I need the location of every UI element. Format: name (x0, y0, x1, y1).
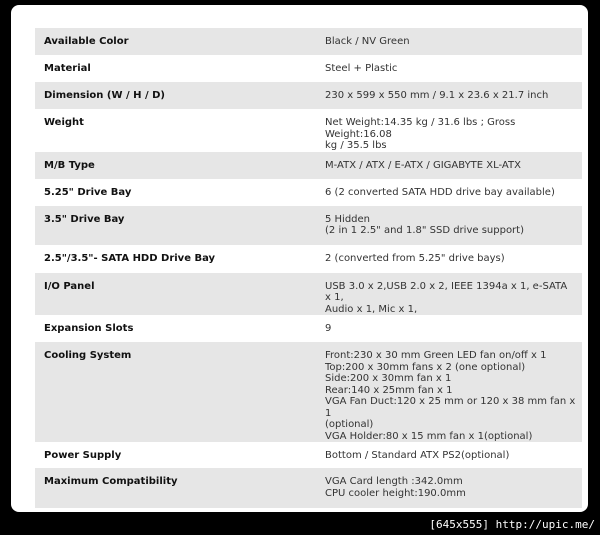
spec-value-line: (2 in 1 2.5" and 1.8" SSD drive support) (325, 225, 524, 236)
spec-value (325, 206, 582, 245)
spec-value (325, 152, 582, 179)
spec-value-line: Top:200 x 30mm fans x 2 (one optional) (325, 361, 526, 373)
spec-value (325, 82, 582, 109)
spec-row (35, 245, 582, 273)
spec-value-line: USB 3.0 x 2,USB 2.0 x 2, IEEE 1394a x 1, e-SATA x 1, (325, 280, 571, 303)
spec-label: Expansion Slots (35, 315, 325, 342)
spec-value (325, 342, 582, 442)
spec-label: Power Supply (35, 442, 325, 468)
spec-label: Cooling System (35, 342, 325, 442)
spec-label: Dimension (W / H / D) (35, 82, 325, 109)
spec-row (35, 315, 582, 342)
spec-row (35, 468, 582, 508)
spec-value-line: 5 Hidden (325, 213, 371, 225)
spec-value (325, 55, 582, 82)
spec-value (325, 315, 582, 342)
spec-value (325, 442, 582, 468)
spec-value-line: Front:230 x 30 mm Green LED fan on/off x 1 (325, 350, 547, 361)
specifications-table (35, 28, 582, 508)
spec-value-line: 9 (325, 323, 332, 334)
spec-value (325, 273, 582, 316)
spec-value-line: VGA Card length :342.0mm (325, 476, 463, 487)
spec-row (35, 55, 582, 82)
spec-value-line: 230 x 599 x 550 mm / 9.1 x 23.6 x 21.7 inch (325, 90, 549, 101)
spec-value-line: Steel + Plastic (325, 63, 398, 74)
spec-label: Maximum Compatibility (35, 468, 325, 508)
watermark-text: [645x555] http://upic.me/ (429, 518, 595, 531)
spec-value (325, 245, 582, 273)
spec-label: M/B Type (35, 152, 325, 179)
spec-value-line: Net Weight:14.35 kg / 31.6 lbs ; Gross Weight:16.08 (325, 117, 519, 140)
spec-value-line: Black / NV Green (325, 36, 410, 47)
spec-value-line: VGA Fan Duct:120 x 25 mm or 120 x 38 mm fan x 1 (325, 396, 579, 419)
spec-value (325, 179, 582, 206)
spec-label: 3.5" Drive Bay (35, 206, 325, 245)
spec-label: 5.25" Drive Bay (35, 179, 325, 206)
spec-row (35, 82, 582, 109)
spec-value (325, 28, 582, 55)
spec-row (35, 152, 582, 179)
spec-label: Weight (35, 109, 325, 152)
spec-value-line: (optional) (325, 419, 374, 430)
spec-value-line: Audio x 1, Mic x 1, (325, 303, 418, 315)
spec-row (35, 28, 582, 55)
spec-label: I/O Panel (35, 273, 325, 316)
spec-row (35, 442, 582, 468)
spec-value-line: Rear:140 x 25mm fan x 1 (325, 384, 453, 396)
spec-row (35, 342, 582, 442)
spec-row (35, 109, 582, 152)
spec-value-line: 6 (2 converted SATA HDD drive bay available) (325, 186, 555, 198)
spec-row (35, 273, 582, 316)
spec-value-line: 2 (converted from 5.25" drive bays) (325, 252, 505, 264)
spec-label: Available Color (35, 28, 325, 55)
spec-value-line: Bottom / Standard ATX PS2(optional) (325, 450, 510, 461)
spec-value-line: Side:200 x 30mm fan x 1 (325, 373, 452, 384)
spec-card (11, 5, 588, 512)
spec-row (35, 206, 582, 245)
specifications-table-body (35, 28, 582, 508)
spec-value-line: CPU cooler height:190.0mm (325, 487, 466, 499)
spec-value-line: VGA Holder:80 x 15 mm fan x 1(optional) (325, 430, 533, 442)
spec-value-line: M-ATX / ATX / E-ATX / GIGABYTE XL-ATX (325, 159, 521, 171)
spec-row (35, 179, 582, 206)
spec-value (325, 468, 582, 508)
spec-value-line: kg / 35.5 lbs (325, 140, 387, 151)
spec-value (325, 109, 582, 152)
spec-label: 2.5"/3.5"- SATA HDD Drive Bay (35, 245, 325, 273)
spec-label: Material (35, 55, 325, 82)
